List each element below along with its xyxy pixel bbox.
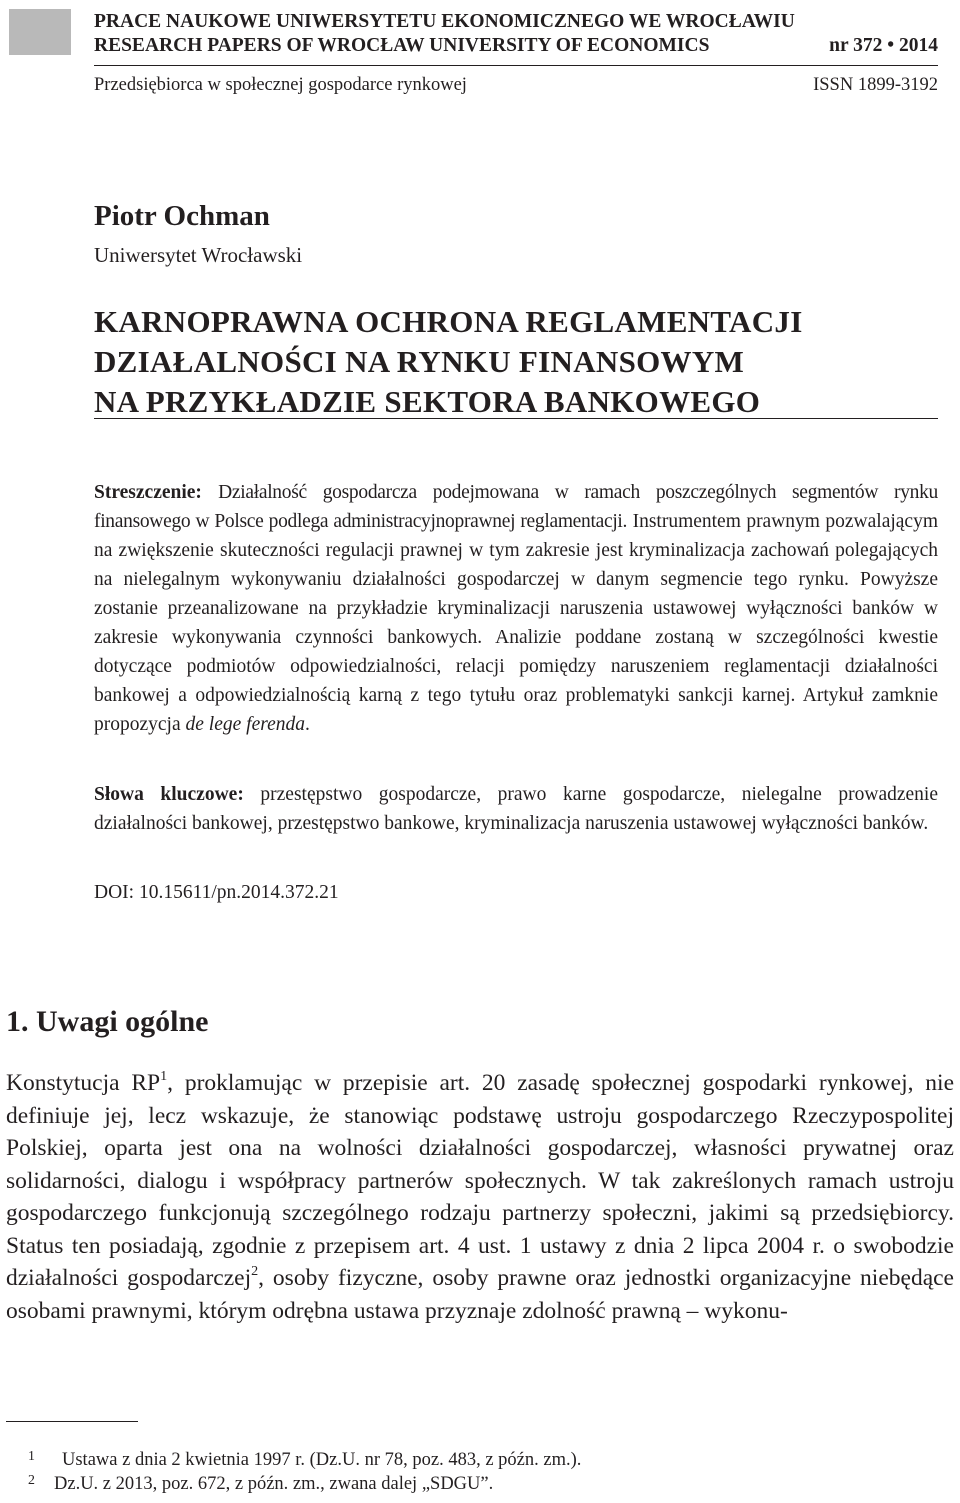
keywords bbox=[94, 780, 938, 838]
footnote-number: 2 bbox=[28, 1473, 35, 1488]
abstract-text: Instrumentem prawnym pozwalającym na zwiększenie skuteczności regulacji prawnej w tym zakresie jest kryminalizacja zachowań polegających na nielegalnym wykonywaniu działalności gospodarczej w danym segmencie tego rynku. Powyższe zostanie przeanalizowane na przykładzie kryminalizacji naruszenia ustawowej wyłączności banków w zakresie wykonywania czynności bankowych. Analizie poddane zostaną w szczególności kwestie dotyczące podmiotów odpowiedzialności, relacji pomiędzy naruszeniem reglamentacji działalności bankowej a odpowiedzialnością karną z tego tytułu oraz problematyki sankcji karnej. Artykuł zamknie propozycja bbox=[94, 511, 938, 735]
abstract bbox=[94, 478, 938, 739]
title-line: NA PRZYKŁADZIE SEKTORA BANKOWEGO bbox=[94, 384, 761, 419]
journal-header-row bbox=[94, 34, 938, 58]
series-title: Przedsiębiorca w społecznej gospodarce rynkowej bbox=[94, 75, 467, 95]
footnote-ref-2[interactable]: 2 bbox=[251, 1263, 259, 1280]
body-paragraph bbox=[6, 1067, 954, 1327]
header-rule bbox=[94, 65, 938, 66]
abstract-latin-phrase: de lege ferenda bbox=[185, 714, 305, 735]
keywords-label: Słowa kluczowe: bbox=[94, 784, 244, 805]
title-rule bbox=[94, 418, 938, 419]
footnote-2 bbox=[28, 1469, 493, 1496]
article-title bbox=[94, 302, 914, 422]
issue-number: nr 372 • 2014 bbox=[829, 35, 938, 56]
header-gray-block bbox=[9, 9, 71, 55]
journal-name-en: RESEARCH PAPERS OF WROCŁAW UNIVERSITY OF ECONOMICS bbox=[94, 35, 710, 56]
abstract-text-start: Działalność gospodarcza podejmowana w ramach poszczególnych segmentów rynku finansowego w Polsce podlega administracyjnoprawnej reglamentacji. bbox=[94, 482, 939, 532]
footnote-1 bbox=[28, 1445, 581, 1472]
footnote-text: Dz.U. z 2013, poz. 672, z późn. zm., zwana dalej „SDGU”. bbox=[54, 1473, 494, 1494]
body-text-c: , osoby fizyczne, osoby prawne oraz jednostki organizacyjne niebędące osobami prawnymi, którym odrębna ustawa przyznaje zdolność prawną – wykonu- bbox=[6, 1265, 954, 1324]
author-affiliation: Uniwersytet Wrocławski bbox=[94, 243, 303, 267]
journal-name-pl: PRACE NAUKOWE UNIWERSYTETU EKONOMICZNEGO WE WROCŁAWIU bbox=[94, 11, 795, 32]
doi: DOI: 10.15611/pn.2014.372.21 bbox=[94, 882, 339, 903]
body-text-a: Konstytucja RP bbox=[6, 1070, 161, 1096]
title-line: KARNOPRAWNA OCHRONA REGLAMENTACJI bbox=[94, 304, 803, 339]
footnote-ref-1[interactable]: 1 bbox=[160, 1068, 168, 1085]
footnote-text: Ustawa z dnia 2 kwietnia 1997 r. (Dz.U. nr 78, poz. 483, z późn. zm.). bbox=[62, 1449, 582, 1470]
keywords-text: przestępstwo gospodarcze, prawo karne gospodarcze, nielegalne prowadzenie działalności bankowej, przestępstwo bankowe, kryminalizacja naruszenia ustawowej wyłączności banków. bbox=[94, 784, 939, 834]
title-line: DZIAŁALNOŚCI NA RYNKU FINANSOWYM bbox=[94, 344, 745, 379]
series-row bbox=[94, 73, 938, 97]
abstract-end: . bbox=[305, 714, 310, 735]
section-heading: 1. Uwagi ogólne bbox=[6, 1005, 209, 1038]
footnote-number: 1 bbox=[28, 1449, 35, 1464]
author-name: Piotr Ochman bbox=[94, 200, 270, 232]
abstract-label: Streszczenie: bbox=[94, 482, 202, 503]
footnote-rule bbox=[6, 1421, 138, 1422]
body-text-b: , proklamując w przepisie art. 20 zasadę społecznej gospodarki rynkowej, nie definiuje jej, lecz wskazuje, że stanowiąc podstawę ustroju gospodarczego Rzeczypospolitej Polskiej, oparta jest ona na wolności działalności gospodarczej, własności prywatnej oraz solidarności, dialogu i współpracy partnerów społecznych. W tak zakreślonych ramach ustroju gospodarczego funkcjonują szczególnego rodzaju partnerzy społeczni, jakimi są przedsiębiorcy. Status ten posiadają, zgodnie z przepisem art. 4 ust. 1 ustawy z dnia 2 lipca 2004 r. o swobodzie działalności gospodarczej bbox=[6, 1070, 954, 1291]
issn: ISSN 1899-3192 bbox=[813, 75, 938, 95]
